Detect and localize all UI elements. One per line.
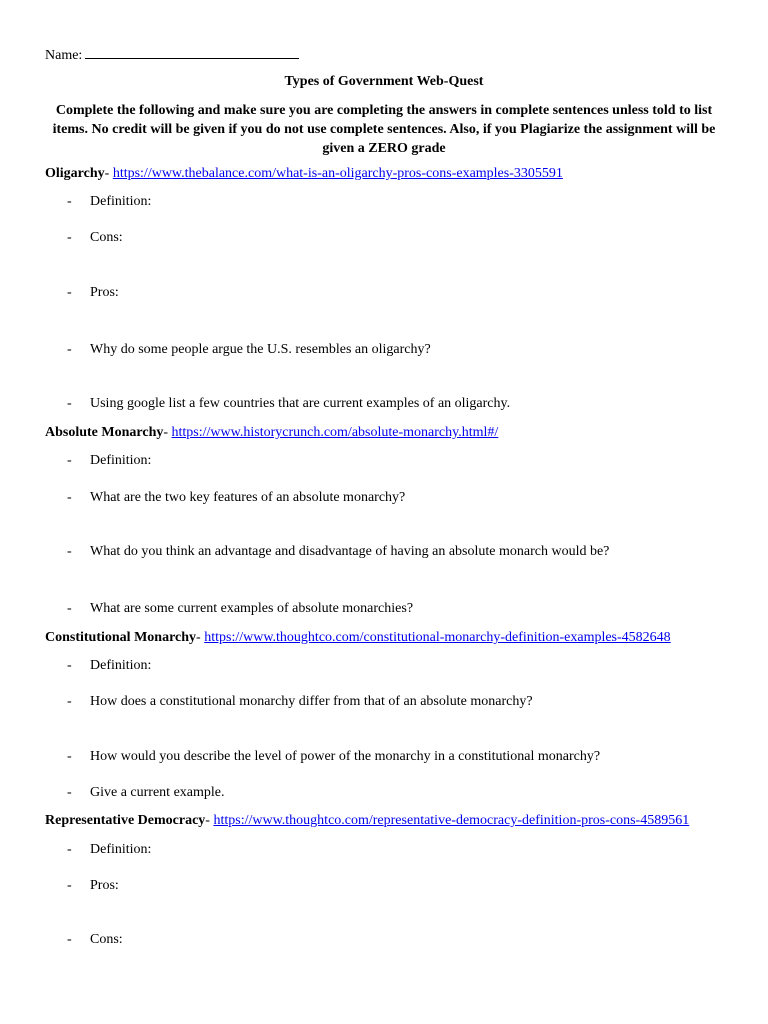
question-item: Definition: bbox=[90, 658, 152, 673]
section-title: Absolute Monarchy bbox=[45, 425, 164, 440]
section-heading-constitutional-monarchy bbox=[45, 630, 671, 646]
question-item: Pros: bbox=[90, 285, 119, 300]
question-item: How does a constitutional monarchy differ from that of an absolute monarchy? bbox=[90, 694, 533, 709]
bullet: - bbox=[67, 878, 72, 893]
section-separator: - bbox=[163, 425, 172, 440]
question-item: Why do some people argue the U.S. resembles an oligarchy? bbox=[90, 342, 431, 357]
section-heading-representative-democracy bbox=[45, 813, 689, 829]
name-label: Name: bbox=[45, 48, 83, 63]
bullet: - bbox=[67, 658, 72, 673]
question-item: Definition: bbox=[90, 453, 152, 468]
section-title: Oligarchy bbox=[45, 166, 105, 181]
resource-link[interactable]: https://www.historycrunch.com/absolute-monarchy.html#/ bbox=[171, 425, 499, 440]
section-title: Representative Democracy bbox=[45, 813, 206, 828]
bullet: - bbox=[67, 601, 72, 616]
question-item: How would you describe the level of power of the monarchy in a constitutional monarchy? bbox=[90, 749, 601, 764]
bullet: - bbox=[67, 396, 72, 411]
section-separator: - bbox=[205, 813, 214, 828]
section-title: Constitutional Monarchy bbox=[45, 630, 197, 645]
bullet: - bbox=[67, 842, 72, 857]
bullet: - bbox=[67, 785, 72, 800]
bullet: - bbox=[67, 453, 72, 468]
question-item: Cons: bbox=[90, 230, 123, 245]
bullet: - bbox=[67, 230, 72, 245]
question-item: Definition: bbox=[90, 194, 152, 209]
question-item: What do you think an advantage and disadvantage of having an absolute monarch would be? bbox=[90, 544, 610, 559]
bullet: - bbox=[67, 490, 72, 505]
question-item: Give a current example. bbox=[90, 785, 225, 800]
bullet: - bbox=[67, 285, 72, 300]
section-separator: - bbox=[196, 630, 205, 645]
instructions: Complete the following and make sure you are completing the answers in complete sentences unless told to list items. No credit will be given if you do not use complete sentences. Also, if you Plagiarize the assignment will be given a ZERO grade bbox=[52, 103, 716, 156]
question-item: Pros: bbox=[90, 878, 119, 893]
question-item: Cons: bbox=[90, 932, 123, 947]
bullet: - bbox=[67, 544, 72, 559]
bullet: - bbox=[67, 749, 72, 764]
bullet: - bbox=[67, 932, 72, 947]
resource-link[interactable]: https://www.thoughtco.com/representative-democracy-definition-pros-cons-4589561 bbox=[213, 813, 690, 828]
question-item: What are the two key features of an absolute monarchy? bbox=[90, 490, 406, 505]
resource-link[interactable]: https://www.thebalance.com/what-is-an-oligarchy-pros-cons-examples-3305591 bbox=[112, 166, 563, 181]
section-separator: - bbox=[104, 166, 113, 181]
bullet: - bbox=[67, 194, 72, 209]
bullet: - bbox=[67, 342, 72, 357]
question-item: What are some current examples of absolute monarchies? bbox=[90, 601, 414, 616]
name-blank-line[interactable] bbox=[85, 46, 299, 59]
question-item: Definition: bbox=[90, 842, 152, 857]
page-title: Types of Government Web-Quest bbox=[284, 74, 484, 89]
section-heading-absolute-monarchy bbox=[45, 425, 498, 441]
name-field bbox=[45, 46, 299, 64]
bullet: - bbox=[67, 694, 72, 709]
resource-link[interactable]: https://www.thoughtco.com/constitutional-monarchy-definition-examples-4582648 bbox=[204, 630, 671, 645]
question-item: Using google list a few countries that are current examples of an oligarchy. bbox=[90, 396, 511, 411]
section-heading-oligarchy bbox=[45, 166, 563, 182]
